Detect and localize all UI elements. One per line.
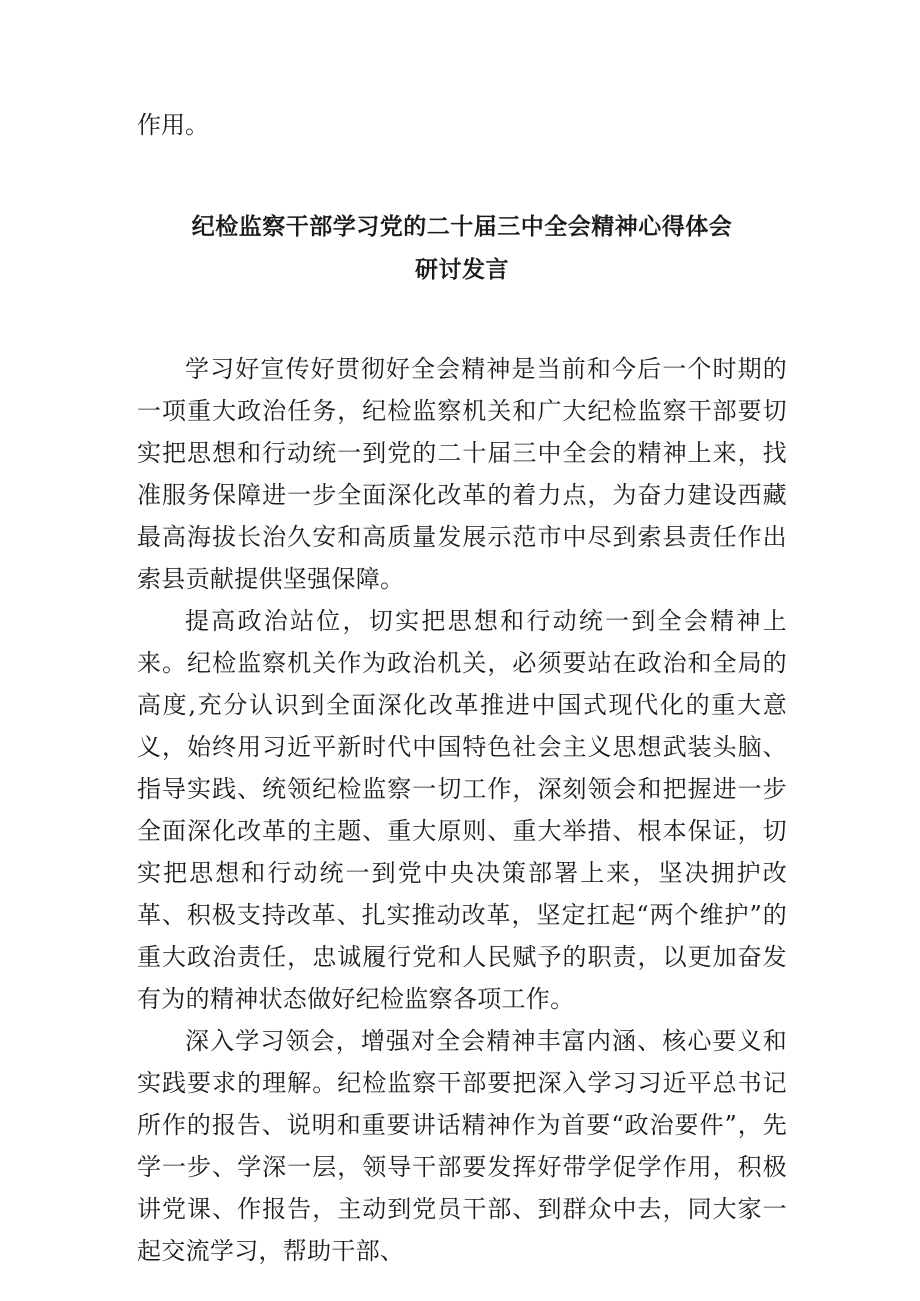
document-content: [137, 102, 787, 1272]
document-title: [137, 206, 787, 292]
title-line-1: 纪检监察干部学习党的二十届三中全会精神心得体会: [191, 214, 733, 240]
document-body: [137, 348, 787, 1272]
continuation-text: 作用。: [137, 111, 209, 139]
paragraph-1: 学习好宣传好贯彻好全会精神是当前和今后一个时期的一项重大政治任务，纪检监察机关和广大纪检监察干部要切实把思想和行动统一到党的二十届三中全会的精神上来，找准服务保障进一步全面深化改革的着力点，为奋力建设西藏最高海拔长治久安和高质量发展示范市中尽到索县责任作出索县贡献提供坚强保障。: [137, 355, 787, 593]
paragraph-3: 深入学习领会，增强对全会精神丰富内涵、核心要义和实践要求的理解。纪检监察干部要把深入学习习近平总书记所作的报告、说明和重要讲话精神作为首要“政治要件”，先学一步、学深一层，领导干部要发挥好带学促学作用，积极讲党课、作报告，主动到党员干部、到群众中去，同大家一起交流学习，帮助干部、: [137, 1027, 787, 1265]
paragraph-2: 提高政治站位，切实把思想和行动统一到全会精神上来。纪检监察机关作为政治机关，必须要站在政治和全局的高度,充分认识到全面深化改革推进中国式现代化的重大意义，始终用习近平新时代中国特色社会主义思想武装头脑、指导实践、统领纪检监察一切工作，深刻领会和把握进一步全面深化改革的主题、重大原则、重大举措、根本保证，切实把思想和行动统一到党中央决策部署上来，坚决拥护改革、积极支持改革、扎实推动改革，坚定扛起“两个维护”的重大政治责任，忠诚履行党和人民赋予的职责，以更加奋发有为的精神状态做好纪检监察各项工作。: [137, 607, 787, 1013]
title-line-2: 研讨发言: [415, 257, 509, 283]
